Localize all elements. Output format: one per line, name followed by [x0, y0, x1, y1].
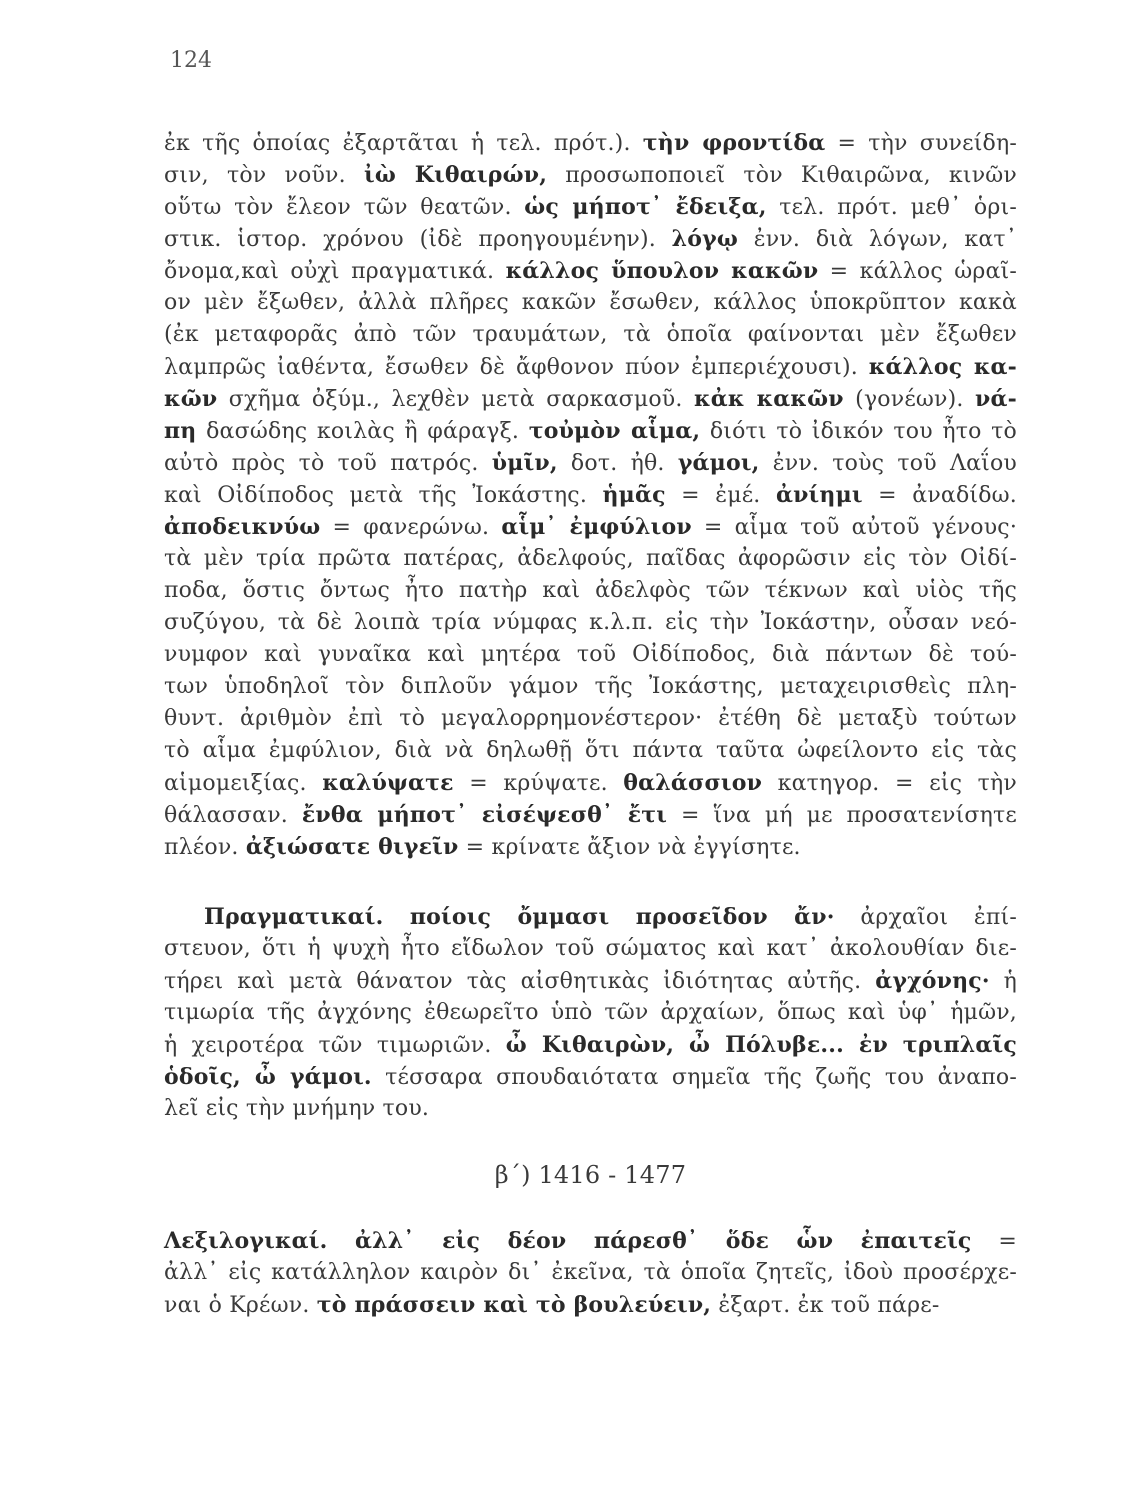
text-line: θάλασσαν. ἔνθα μήποτ᾽ εἰσέψεσθ᾽ ἔτι = ἵνα μή με προσατενίσητε: [164, 802, 1017, 828]
text-line: σιν, τὸν νοῦν. ἰὼ Κιθαιρών, προσωποποιεῖ τὸν Κιθαιρῶνα, κινῶν: [164, 162, 1018, 188]
text-line: πη δασώδης κοιλὰς ἢ φάραγξ. τοὐμὸν αἷμα, διότι τὸ ἰδικόν του ἦτο τὸ: [164, 418, 1017, 444]
text-line: ὁδοῖς, ὦ γάμοι. τέσσαρα σπουδαιότατα σημεῖα τῆς ζωῆς του ἀναπο-: [164, 1064, 1017, 1090]
text-line: αὐτὸ πρὸς τὸ τοῦ πατρός. ὑμῖν, δοτ. ἠθ. γάμοι, ἐνν. τοὺς τοῦ Λαΐου: [164, 450, 1017, 476]
text-line: ποδα, ὅστις ὄντως ἦτο πατὴρ καὶ ἀδελφὸς τῶν τέκνων καὶ υἱὸς τῆς: [164, 578, 1017, 603]
text-line: συζύγου, τὰ δὲ λοιπὰ τρία νύμφας κ.λ.π. εἰς τὴν Ἰοκάστην, οὖσαν νεό-: [164, 610, 1017, 635]
text-line: καὶ Οἰδίποδος μετὰ τῆς Ἰοκάστης. ἡμᾶς = ἐμέ. ἀνίημι = ἀναδίδω.: [164, 482, 1017, 508]
text-line: τὸ αἷμα ἐμφύλιον, διὰ νὰ δηλωθῇ ὅτι πάντα ταῦτα ὠφείλοντο εἰς τὰς: [164, 738, 1017, 763]
text-line: ἀλλ᾽ εἰς κατάλληλον καιρὸν δι᾽ ἐκεῖνα, τὰ ὁποῖα ζητεῖς, ἰδοὺ προσέρχε-: [164, 1260, 1017, 1285]
text-line: στευον, ὅτι ἡ ψυχὴ ἦτο εἴδωλον τοῦ σώματος καὶ κατ᾽ ἀκολουθίαν διε-: [164, 936, 1017, 961]
page-number: 124: [170, 48, 212, 73]
text-line: λεῖ εἰς τὴν μνήμην του.: [164, 1096, 430, 1121]
text-line: των ὑποδηλοῖ τὸν διπλοῦν γάμον τῆς Ἰοκάστης, μεταχειρισθεὶς πλη-: [164, 674, 1017, 699]
text-line: τὰ μὲν τρία πρῶτα πατέρας, ἀδελφούς, παῖδας ἀφορῶσιν εἰς τὸν Οἰδί-: [164, 546, 1017, 571]
text-line: ἡ χειροτέρα τῶν τιμωριῶν. ὦ Κιθαιρὼν, ὦ Πόλυβε... ἐν τριπλαῖς: [164, 1032, 1017, 1058]
section-heading: β΄) 1416 - 1477: [494, 1161, 687, 1189]
text-line: τιμωρία τῆς ἀγχόνης ἐθεωρεῖτο ὑπὸ τῶν ἀρχαίων, ὅπως καὶ ὑφ᾽ ἡμῶν,: [164, 1000, 1017, 1025]
text-line: νυμφον καὶ γυναῖκα καὶ μητέρα τοῦ Οἰδίποδος, διὰ πάντων δὲ τού-: [164, 642, 1017, 667]
text-line: ὄνομα,καὶ οὐχὶ πραγματικά. κάλλος ὕπουλον κακῶν = κάλλος ὡραῖ-: [164, 258, 1017, 284]
text-line: ον μὲν ἔξωθεν, ἀλλὰ πλῆρες κακῶν ἔσωθεν, κάλλος ὑποκρῦπτον κακὰ: [164, 290, 1017, 315]
text-line: ἐκ τῆς ὁποίας ἐξαρτᾶται ἡ τελ. πρότ.). τὴν φροντίδα = τὴν συνείδη-: [164, 130, 1017, 156]
text-line: (ἐκ μεταφορᾶς ἀπὸ τῶν τραυμάτων, τὰ ὁποῖα φαίνονται μὲν ἔξωθεν: [164, 322, 1017, 347]
text-line: αἱμομειξίας. καλύψατε = κρύψατε. θαλάσσιον κατηγορ. = εἰς τὴν: [164, 770, 1018, 796]
text-line: ναι ὁ Κρέων. τὸ πράσσειν καὶ τὸ βουλεύειν, ἐξαρτ. ἐκ τοῦ πάρε-: [164, 1292, 940, 1318]
text-line: Λεξιλογικαί. ἀλλ᾽ εἰς δέον πάρεσθ᾽ ὅδε ὧν ἐπαιτεῖς =: [164, 1228, 1017, 1254]
text-line: πλέον. ἀξιώσατε θιγεῖν = κρίνατε ἄξιον νὰ ἐγγίσητε.: [164, 834, 801, 860]
text-line: λαμπρῶς ἰαθέντα, ἔσωθεν δὲ ἄφθονον πύον ἐμπεριέχουσι). κάλλος κα-: [164, 354, 1017, 380]
text-line: οὕτω τὸν ἔλεον τῶν θεατῶν. ὡς μήποτ᾽ ἔδειξα, τελ. πρότ. μεθ᾽ ὁρι-: [164, 194, 1017, 220]
text-line: τήρει καὶ μετὰ θάνατον τὰς αἰσθητικὰς ἰδιότητας αὐτῆς. ἀγχόνης· ἡ: [164, 968, 1018, 994]
text-line: θυντ. ἀριθμὸν ἐπὶ τὸ μεγαλορρημονέστερον· ἐτέθη δὲ μεταξὺ τούτων: [164, 706, 1017, 731]
text-line: κῶν σχῆμα ὀξύμ., λεχθὲν μετὰ σαρκασμοῦ. κἀκ κακῶν (γονέων). νά-: [164, 386, 1017, 412]
text-line: Πραγματικαί. ποίοις ὄμμασι προσεῖδον ἄν· ἀρχαῖοι ἐπί-: [204, 904, 1018, 930]
text-line: ἀποδεικνύω = φανερώνω. αἷμ᾽ ἐμφύλιον = αἷμα τοῦ αὐτοῦ γένους·: [164, 514, 1018, 540]
text-line: στικ. ἱστορ. χρόνου (ἰδὲ προηγουμένην). λόγῳ ἐνν. διὰ λόγων, κατ᾽: [164, 226, 1017, 252]
